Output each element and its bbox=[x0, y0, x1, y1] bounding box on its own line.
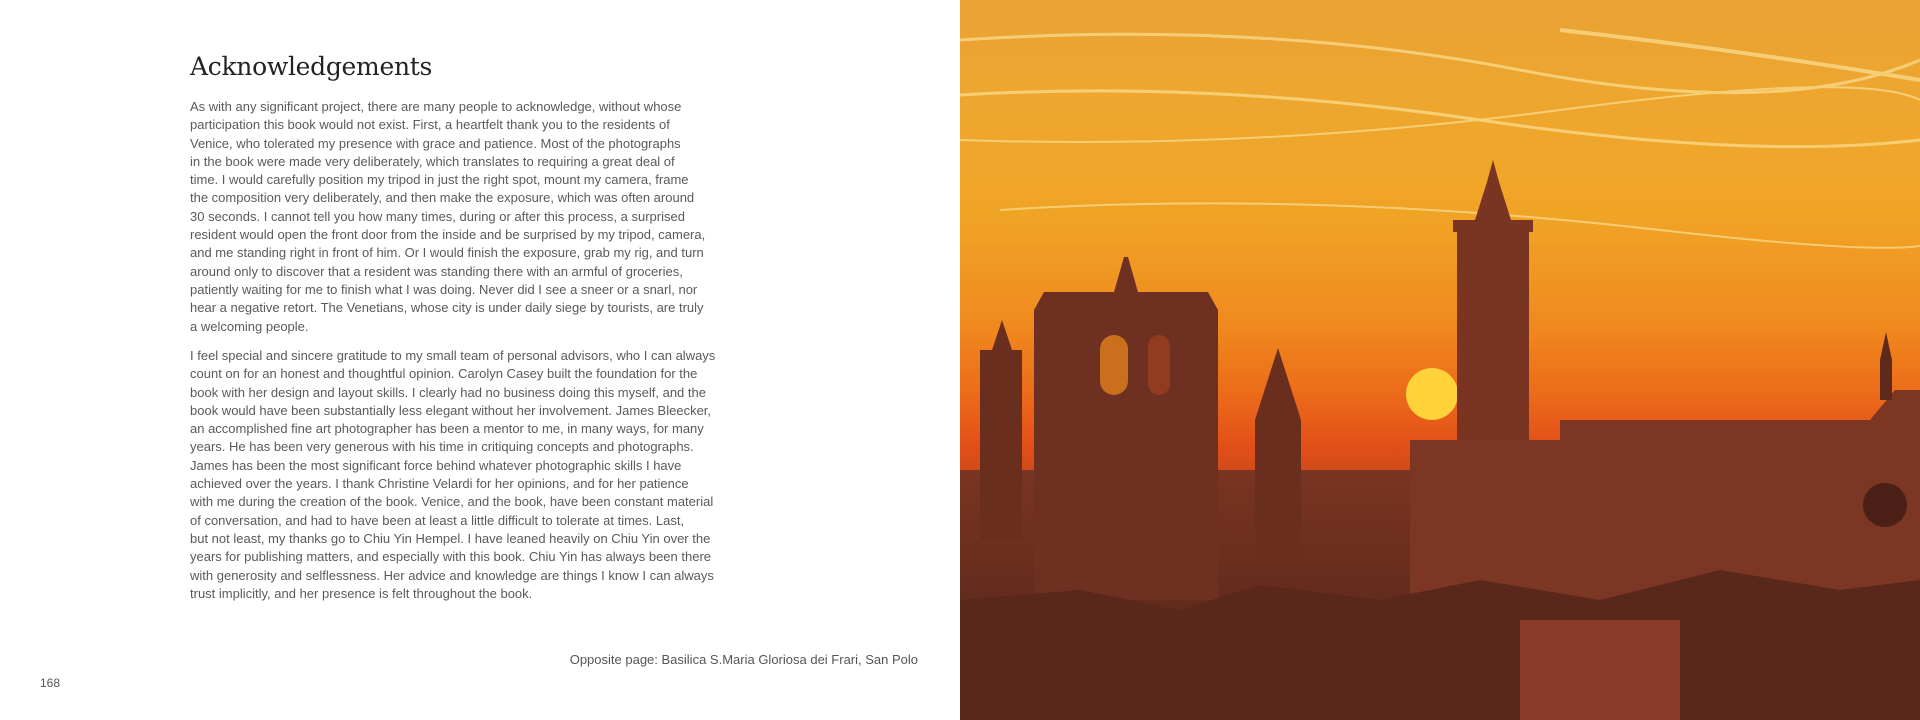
paragraph-line: with generosity and selflessness. Her advice and knowledge are things I know I can always bbox=[190, 567, 714, 583]
bell-tower bbox=[1034, 257, 1218, 600]
paragraph-line: count on for an honest and thoughtful opinion. Carolyn Casey built the foundation for the bbox=[190, 366, 698, 382]
paragraph-line: but not least, my thanks go to Chiu Yin Hempel. I have leaned heavily on Chiu Yin over the bbox=[190, 530, 711, 546]
paragraph-2 bbox=[190, 347, 790, 603]
paragraph-line: As with any significant project, there are many people to acknowledge, without whose bbox=[190, 99, 682, 114]
page-number: 168 bbox=[40, 676, 61, 690]
bell-arch bbox=[1100, 335, 1128, 395]
skyline-illustration bbox=[960, 0, 1920, 720]
paragraph-line: trust implicitly, and her presence is felt throughout the book. bbox=[190, 585, 533, 601]
rose-window bbox=[1863, 483, 1907, 527]
paragraph-line: in the book were made very deliberately, which translates to requiring a great deal of bbox=[190, 153, 675, 169]
bell-arch bbox=[1148, 335, 1170, 395]
paragraph-line: a welcoming people. bbox=[190, 318, 309, 334]
paragraph-line: around only to discover that a resident was standing there with an armful of groceries, bbox=[190, 263, 683, 279]
paragraph-line: and me standing right in front of him. Or I would finish the exposure, grab my rig, and turn bbox=[190, 245, 704, 261]
cloud-streaks bbox=[960, 30, 1920, 248]
foreground-building bbox=[1520, 620, 1680, 720]
paragraph-line: hear a negative retort. The Venetians, whose city is under daily siege by tourists, are truly bbox=[190, 300, 704, 316]
photo-caption: Opposite page: Basilica S.Maria Gloriosa dei Frari, San Polo bbox=[569, 652, 918, 667]
paragraph-line: the composition very deliberately, and then make the exposure, which was often around bbox=[190, 190, 695, 206]
paragraph-line: resident would open the front door from the inside and be surprised by my tripod, camera, bbox=[190, 227, 706, 243]
paragraph-line: years. He has been very generous with his time in critiquing concepts and photographs. bbox=[190, 439, 694, 455]
paragraph-line: book would have been substantially less elegant without her involvement. James Bleecker, bbox=[190, 402, 712, 418]
paragraph-line: I feel special and sincere gratitude to my small team of personal advisors, who I can always bbox=[190, 348, 716, 363]
paragraph-line: Venice, who tolerated my presence with grace and patience. Most of the photographs bbox=[190, 135, 681, 151]
paragraph-line: of conversation, and had to have been at least a little difficult to tolerate at times. Last, bbox=[190, 512, 685, 528]
paragraph-line: book with her design and layout skills. I clearly had no business doing this myself, and the bbox=[190, 384, 706, 400]
sunset-photo bbox=[960, 0, 1920, 720]
paragraph-line: with me during the creation of the book. Venice, and the book, have been constant material bbox=[190, 494, 714, 510]
paragraph-line: James has been the most significant force behind whatever photographic skills I have bbox=[190, 457, 682, 473]
small-tower bbox=[980, 320, 1022, 540]
sun bbox=[1406, 368, 1458, 420]
paragraph-line: time. I would carefully position my tripod in just the right spot, mount my camera, frame bbox=[190, 172, 689, 188]
paragraph-1 bbox=[190, 98, 790, 336]
page-title: Acknowledgements bbox=[190, 52, 433, 81]
paragraph-line: achieved over the years. I thank Christine Velardi for her opinions, and for her patience bbox=[190, 476, 689, 492]
paragraph-line: patiently waiting for me to finish what I was doing. Never did I see a sneer or a snarl, nor bbox=[190, 281, 698, 297]
paragraph-line: 30 seconds. I cannot tell you how many times, during or after this process, a surprised bbox=[190, 208, 685, 224]
paragraph-line: years for publishing matters, and especially with this book. Chiu Yin has always been there bbox=[190, 549, 712, 565]
right-spire bbox=[1880, 332, 1892, 400]
spire bbox=[1255, 348, 1301, 560]
paragraph-line: participation this book would not exist. First, a heartfelt thank you to the residents of bbox=[190, 117, 670, 133]
paragraph-line: an accomplished fine art photographer has been a mentor to me, in many ways, for many bbox=[190, 421, 704, 437]
